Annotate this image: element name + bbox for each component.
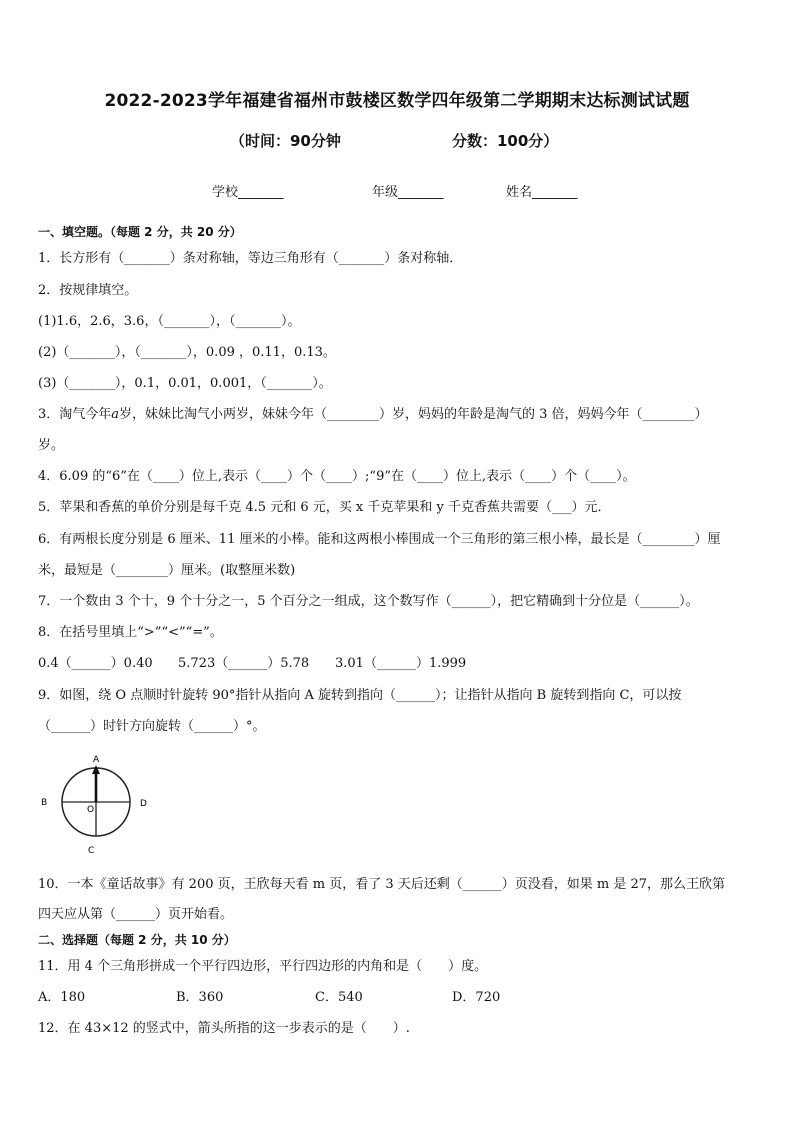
question-11-option-d: D．720: [452, 990, 501, 1005]
pointer-arrowhead: [92, 765, 100, 774]
question-2-part-2: (2)（_______），（_______），0.09 ，0.11，0.13。: [38, 345, 336, 360]
question-10-line-1: 10．一本《童话故事》有 200 页，王欣每天看 m 页，看了 3 天后还剩（______）页没看，如果 m 是 27，那么王欣第: [38, 877, 726, 892]
label-d: D: [140, 799, 147, 809]
question-9-line-2: （______）时针方向旋转（______）°。: [38, 719, 266, 734]
question-3-line-2: 岁。: [38, 438, 65, 453]
question-12: 12．在 43×12 的竖式中，箭头所指的这一步表示的是（ ）.: [38, 1021, 410, 1036]
page-title: 2022-2023学年福建省福州市鼓楼区数学四年级第二学期期末达标测试试题: [104, 91, 690, 111]
label-c: C: [88, 846, 95, 856]
exam-score: 分数：100分）: [452, 132, 559, 150]
question-2: 2．按规律填空。: [38, 283, 138, 298]
question-5: 5．苹果和香蕉的单价分别是每千克 4.5 元和 6 元，买 x 千克苹果和 y 千克香蕉共需要（___）元．: [38, 500, 611, 515]
question-8-item-2: 5.723（______）5.78: [178, 656, 310, 671]
label-a: A: [93, 755, 100, 765]
rotation-figure: [34, 748, 154, 860]
question-11-option-c: C．540: [315, 990, 363, 1005]
label-b: B: [41, 798, 48, 808]
question-11: 11．用 4 个三角形拼成一个平行四边形，平行四边形的内角和是（ ）度。: [38, 959, 488, 974]
grade-field: 年级_______: [372, 185, 444, 200]
section-heading-fill: 一、填空题。（每题 2 分，共 20 分）: [38, 225, 242, 239]
question-8-item-1: 0.4（______）0.40: [38, 656, 153, 671]
question-2-part-3: (3)（_______），0.1，0.01，0.001，（_______）。: [38, 376, 332, 391]
exam-time: （时间：90分钟: [230, 132, 341, 150]
question-6-line-1: 6．有两根长度分别是 6 厘米、11 厘米的小棒。能和这两根小棒围成一个三角形的第三根小棒，最长是（________）厘: [38, 532, 721, 547]
question-11-option-b: B．360: [176, 990, 224, 1005]
question-7: 7．一个数由 3 个十，9 个十分之一，5 个百分之一组成，这个数写作（______），把它精确到十分位是（______）。: [38, 594, 699, 609]
question-3-line-1: 3．淘气今年𝑎岁，妹妹比淘气小两岁，妹妹今年（________）岁，妈妈的年龄是淘气的 3 倍，妈妈今年（________）: [38, 407, 708, 422]
question-10-line-2: 四天应从第（______）页开始看。: [38, 907, 234, 922]
section-heading-choice: 二、选择题（每题 2 分，共 10 分）: [38, 933, 236, 947]
name-field: 姓名_______: [506, 185, 578, 200]
question-11-option-a: A．180: [38, 990, 86, 1005]
question-8-item-3: 3.01（______）1.999: [335, 656, 467, 671]
school-field: 学校_______: [212, 185, 284, 200]
question-9-line-1: 9．如图，绕 O 点顺时针旋转 90°指针从指向 A 旋转到指向（______）；让指针从指向 B 旋转到指向 C，可以按: [38, 688, 682, 703]
question-2-part-1: (1)1.6，2.6，3.6，（_______），（_______）。: [38, 314, 301, 329]
question-8: 8．在括号里填上“>”“<”“=”。: [38, 625, 223, 640]
question-6-line-2: 米，最短是（________）厘米。(取整厘米数): [38, 563, 296, 578]
label-o: O: [87, 805, 95, 815]
question-1: 1．长方形有（_______）条对称轴，等边三角形有（_______）条对称轴．: [38, 251, 463, 266]
question-4: 4．6.09 的“6”在（____）位上,表示（____）个（____）;“9”在（____）位上,表示（____）个（____）。: [38, 469, 636, 484]
